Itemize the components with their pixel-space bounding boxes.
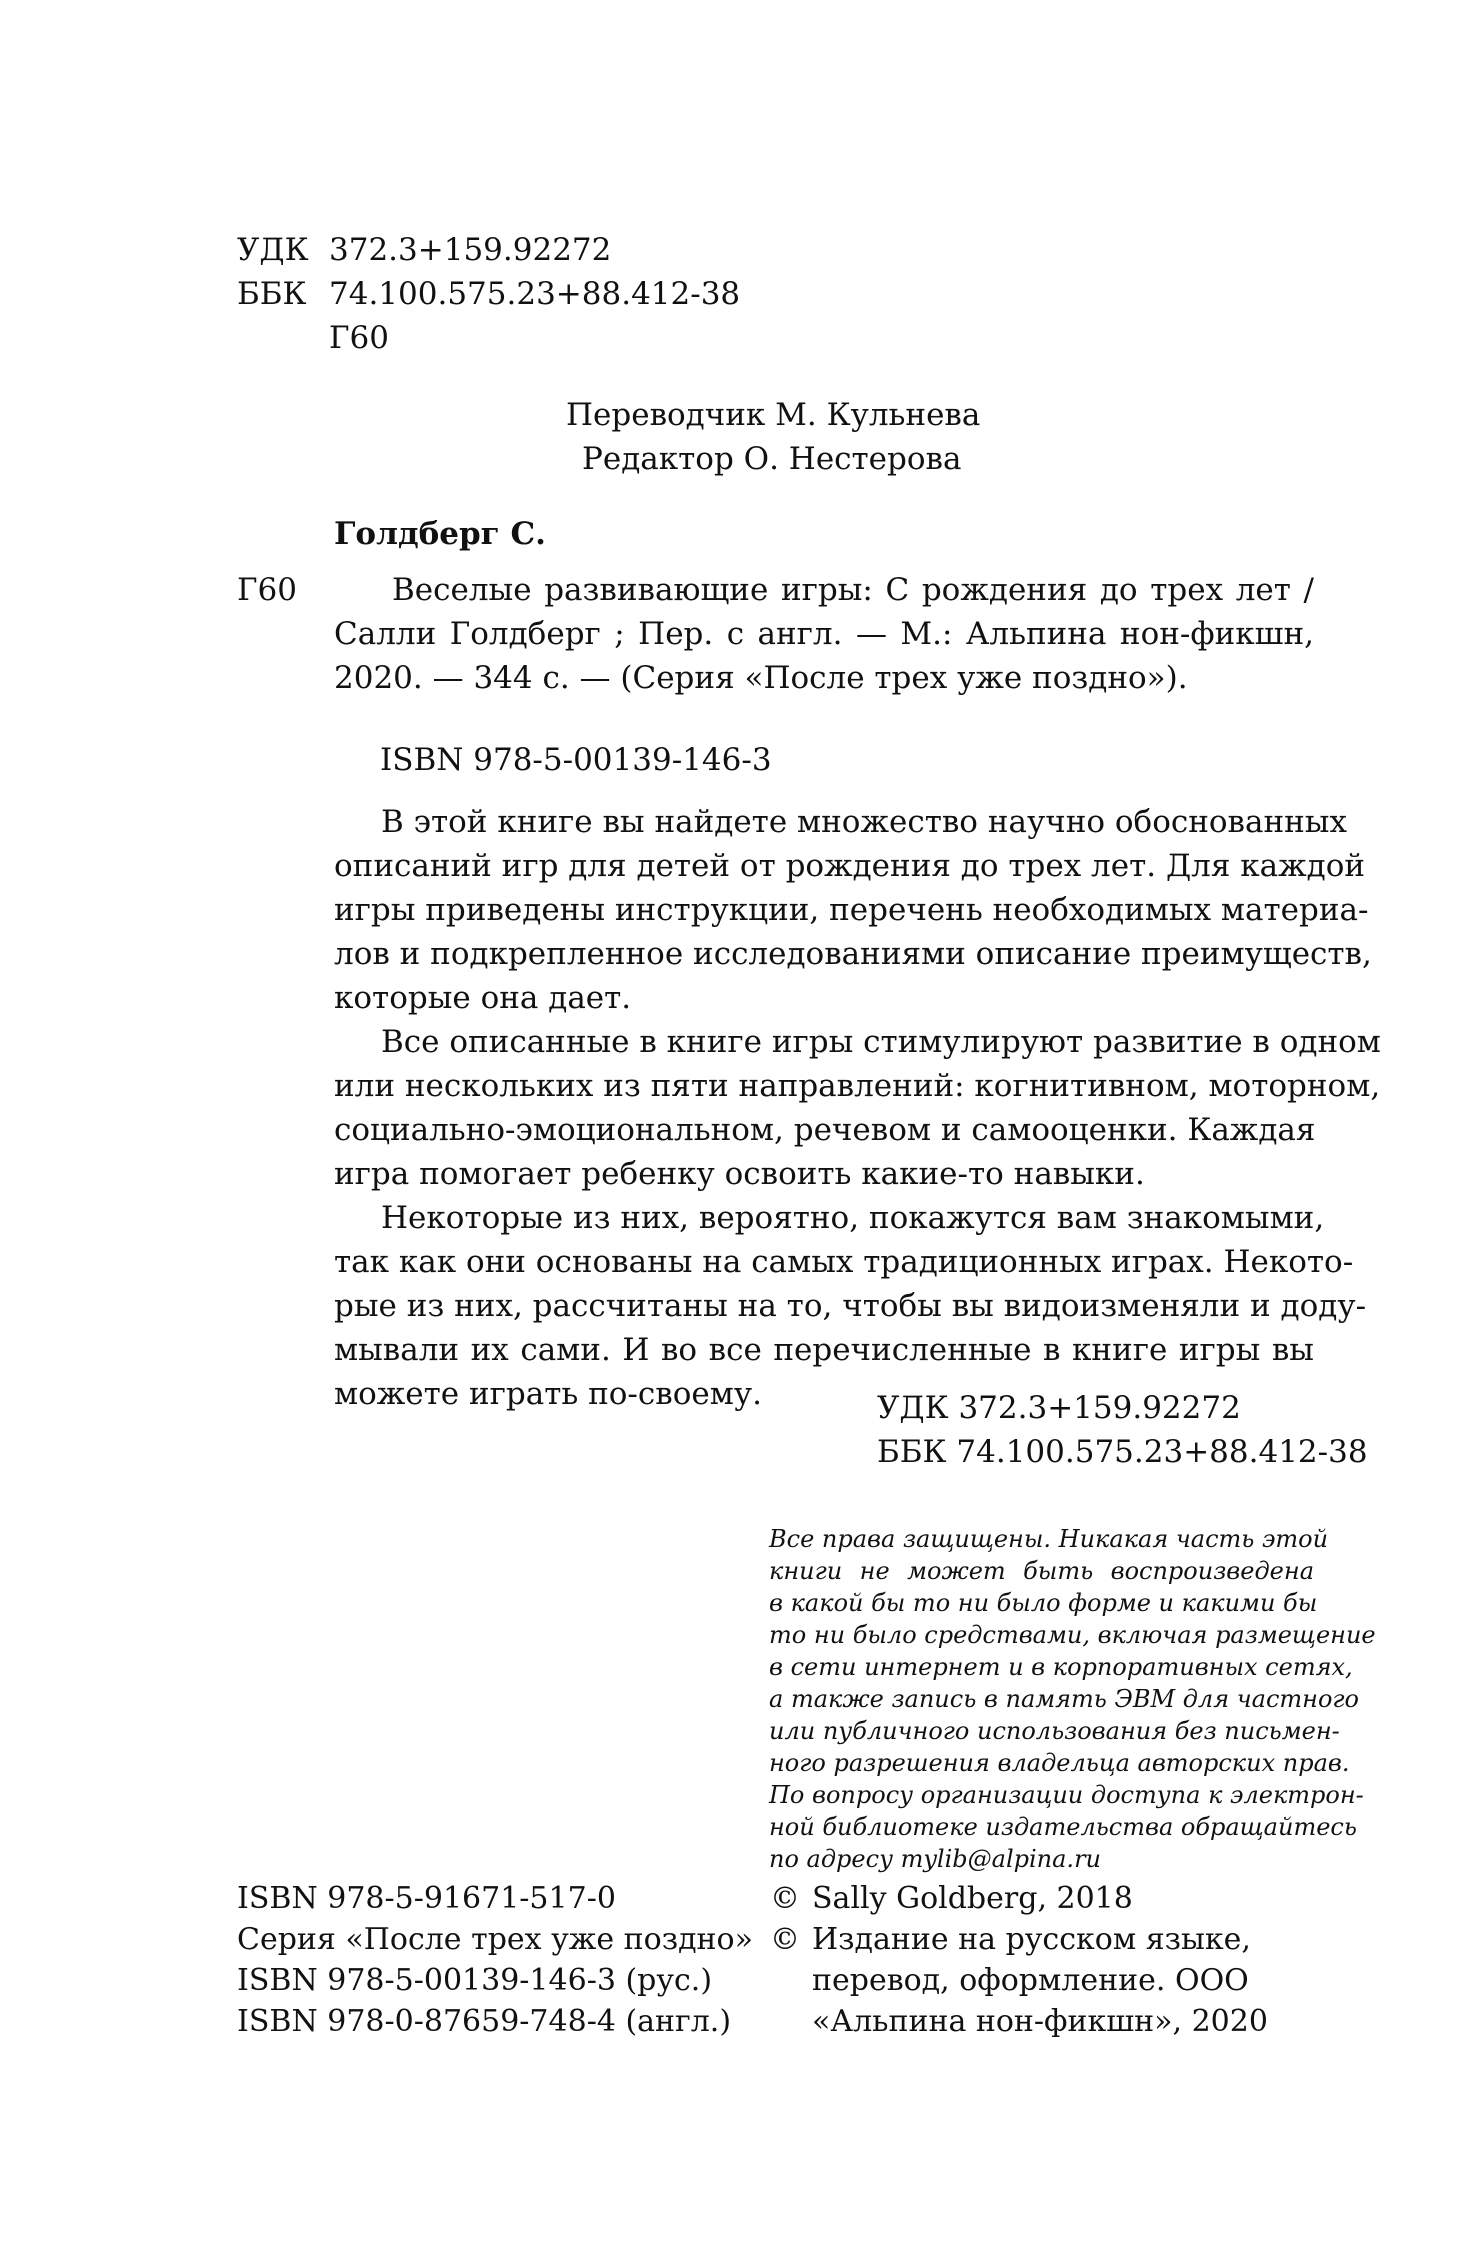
rights-line: по адресу mylib@alpina.ru	[769, 1845, 1101, 1873]
annotation-line: которые она дает.	[334, 980, 632, 1016]
isbn-list	[237, 1878, 753, 2042]
copyright-line: «Альпина нон-фикшн», 2020	[812, 2004, 1268, 2039]
rights-line: ного разрешения владельца авторских прав.	[769, 1749, 1350, 1777]
bibliographic-line: Веселые развивающие игры: С рождения до трех лет /	[392, 572, 1314, 608]
annotation-line: игра помогает ребенку освоить какие-то навыки.	[334, 1156, 1145, 1192]
annotation-line: рые из них, рассчитаны на то, чтобы вы видоизменяли и доду-	[334, 1288, 1367, 1324]
bbk-row	[237, 272, 740, 316]
bbk-bottom: ББК 74.100.575.23+88.412-38	[877, 1434, 1368, 1470]
annotation-line: так как они основаны на самых традиционных играх. Некото-	[334, 1244, 1354, 1280]
annotation-line: Все описанные в книге игры стимулируют развитие в одном	[381, 1024, 1381, 1060]
annotation-paragraph	[334, 1196, 1367, 1416]
udk-row	[237, 228, 740, 272]
editor-credit: Редактор О. Нестерова	[582, 441, 962, 477]
author-heading: Голдберг С.	[334, 516, 546, 552]
copyright-icon: ©	[770, 1922, 800, 1957]
rights-line: или публичного использования без письмен-	[769, 1717, 1340, 1745]
bibliographic-record	[334, 568, 1314, 700]
annotation	[334, 800, 1381, 1416]
bibliographic-line: 2020. — 344 с. — (Серия «После трех уже поздно»).	[334, 660, 1188, 696]
udk-bottom: УДК 372.3+159.92272	[877, 1390, 1241, 1426]
rights-line: ной библиотеке издательства обращайтесь	[769, 1813, 1357, 1841]
rights-line: книги не может быть воспроизведена	[769, 1557, 1314, 1585]
bbk-label: ББК	[237, 276, 307, 312]
classification-bottom	[877, 1386, 1368, 1474]
copyright-original	[770, 1878, 1268, 1919]
udk-label: УДК	[237, 232, 309, 268]
rights-notice	[769, 1523, 1376, 1875]
rights-line: По вопросу организации доступа к электрон-	[769, 1781, 1364, 1809]
udk-value: 372.3+159.92272	[329, 232, 612, 268]
shelf-mark: Г60	[237, 572, 297, 608]
translator-credit: Переводчик М. Кульнева	[566, 397, 981, 433]
annotation-line: В этой книге вы найдете множество научно обоснованных	[381, 804, 1347, 840]
classification-block	[237, 228, 740, 360]
rights-line: Все права защищены. Никакая часть этой	[769, 1525, 1329, 1553]
annotation-line: описаний игр для детей от рождения до трех лет. Для каждой	[334, 848, 1366, 884]
annotation-paragraph	[334, 1020, 1381, 1196]
annotation-line: лов и подкрепленное исследованиями описание преимуществ,	[334, 936, 1372, 972]
annotation-line: или нескольких из пяти направлений: когнитивном, моторном,	[334, 1068, 1381, 1104]
isbn-line: ISBN 978-0-87659-748-4 (англ.)	[237, 2004, 732, 2039]
isbn-line: ISBN 978-5-91671-517-0	[237, 1881, 616, 1916]
author-mark: Г60	[329, 320, 389, 356]
bibliographic-line: Салли Голдберг ; Пер. с англ. — М.: Альпина нон-фикшн,	[334, 616, 1314, 652]
copyright-russian	[770, 1919, 1268, 2042]
copyright-line: Sally Goldberg, 2018	[812, 1881, 1133, 1916]
copyright-icon: ©	[770, 1881, 800, 1916]
credits-block	[566, 393, 980, 481]
annotation-line: можете играть по-своему.	[334, 1376, 762, 1412]
author-mark-row	[237, 316, 740, 360]
rights-line: то ни было средствами, включая размещение	[769, 1621, 1376, 1649]
annotation-paragraph	[334, 800, 1372, 1020]
rights-line: в какой бы то ни было форме и какими бы	[769, 1589, 1318, 1617]
annotation-line: социально-эмоциональном, речевом и самооценки. Каждая	[334, 1112, 1316, 1148]
isbn-main: ISBN 978-5-00139-146-3	[380, 742, 772, 778]
annotation-line: мывали их сами. И во все перечисленные в книге игры вы	[334, 1332, 1314, 1368]
isbn-line: ISBN 978-5-00139-146-3 (рус.)	[237, 1963, 713, 1998]
copyright-block	[770, 1878, 1268, 2042]
bbk-value: 74.100.575.23+88.412-38	[329, 276, 741, 312]
copyright-line: перевод, оформление. ООО	[812, 1963, 1249, 1998]
series-line: Серия «После трех уже поздно»	[237, 1922, 753, 1957]
annotation-line: Некоторые из них, вероятно, покажутся вам знакомыми,	[381, 1200, 1325, 1236]
copyright-line: Издание на русском языке,	[812, 1922, 1251, 1957]
rights-line: а также запись в память ЭВМ для частного	[769, 1685, 1359, 1713]
annotation-line: игры приведены инструкции, перечень необходимых материа-	[334, 892, 1369, 928]
rights-line: в сети интернет и в корпоративных сетях,	[769, 1653, 1353, 1681]
